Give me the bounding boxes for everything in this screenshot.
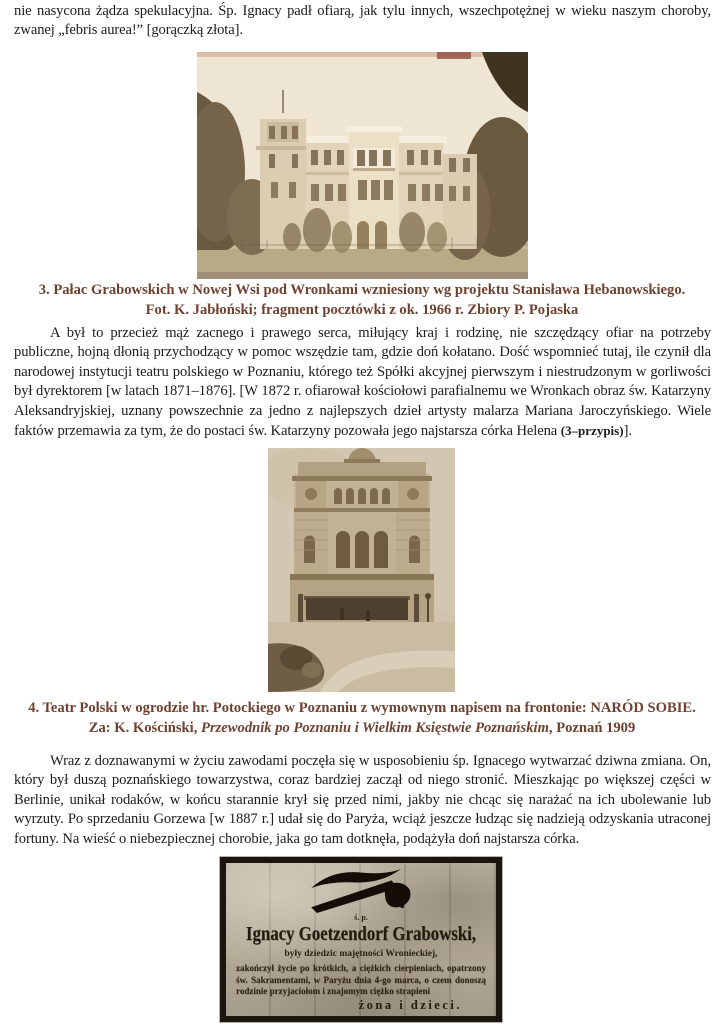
paragraph-febris-aurea: nie nasycona żądza spekulacyjna. Śp. Ignacy padł ofiarą, jak tylu innych, wszechpotężnej w wieku naszym choroby, zwanej „febris aurea!” [gorączką złota]. — [14, 3, 711, 39]
palace-photo-illustration — [197, 52, 528, 279]
figure-4-book-title: Przewodnik po Poznaniu i Wielkim Księstwie Poznańskim — [201, 719, 549, 736]
figure-4-theater-photo — [268, 448, 455, 692]
obituary-signature: żona i dzieci. — [358, 997, 462, 1012]
obituary-body-text: zakończył życie po krótkich, a ciężkich cierpieniach, opatrzony św. Sakramentami, w Paryżu dnia 4-go marca, o czem donoszą rodzinie przyjaciołom i znajomym ciężko strapieni — [236, 963, 486, 996]
cross-icon — [302, 867, 420, 913]
figure-4-source-prefix: Za: K. Kościński, — [88, 719, 202, 736]
paragraph-later-life: Wraz z doznawanymi w życiu zawodami poczęła się w usposobieniu śp. Ignacego wytwarzać dziwna zmiana. On, który był duszą poznańskiego towarzystwa, coraz bardziej zaczął od niego stronić. Mieszkając po większej części w Berlinie, unikał rodaków, w końcu starannie krył się przed nimi, jakby nie chcąc się narażać na ich ubolewanie lub wyrzuty. Po sprzedaniu Gorzewa [w 1887 r.] udał się do Paryża, wciąż jeszcze łudząc się nadzieją odzyskania utraconej fortuny. Na wieść o niebezpiecznej chorobie, jaka go tam dotknęła, podążyła doń najstarsza córka. — [14, 753, 711, 847]
obituary-subtitle: były dziedzic majętności Wronieckiej, — [284, 949, 438, 959]
figure-3-caption-line-2: Fot. K. Jabłoński; fragment pocztówki z ok. 1966 r. Zbiory P. Pojaska — [145, 301, 579, 318]
figure-4-caption-line-2 — [0, 719, 724, 739]
obituary-paper — [226, 863, 496, 1016]
obituary-name: Ignacy Goetzendorf Grabowski, — [245, 923, 477, 945]
theater-photo-illustration — [268, 448, 455, 692]
paragraph-biography-text: A był to przecież mąż zacnego i prawego serca, miłujący kraj i rodzinę, nie szczędzący ofiar na potrzeby publiczne, hojną dłonią przychodzący w pomoc wszędzie tam, gdzie doń kołatano. Dość wspomnieć tutaj, ile czynił dla narodowej instytucji teatru polskiego w Poznaniu, którego też Spółki akcyjnej pierwszym i niestrudzonym w gorliwości był dyrektorem [w latach 1871–1876]. [W 1872 r. ofiarował kościołowi parafialnemu we Wronkach obraz św. Katarzyny Aleksandryjskiej, uznany powszechnie za jedno z najlepszych dzieł artysty malarza Mariana Jaroczyńskiego. Wiele faktów przemawia za tym, że do postaci św. Katarzyny pozowała jego najstarsza córka Helena — [14, 325, 711, 440]
figure-3-caption — [0, 281, 724, 320]
figure-4-caption-line-1: 4. Teatr Polski w ogrodzie hr. Potockiego w Poznaniu z wymownym napisem na frontonie: NARÓD SOBIE. — [28, 700, 696, 716]
figure-4-source-suffix: , Poznań 1909 — [548, 719, 636, 736]
paragraph-biography-tail: ]. — [623, 423, 632, 440]
paragraph-biography — [14, 324, 711, 441]
figure-3-caption-line-1: 3. Pałac Grabowskich w Nowej Wsi pod Wronkami wzniesiony wg projektu Stanisława Hebanowskiego. — [38, 282, 686, 298]
obituary-sp-abbreviation: ś. p. — [354, 913, 368, 922]
obituary-clipping — [220, 857, 502, 1022]
figure-4-caption — [0, 699, 724, 738]
footnote-marker: (3–przypis) — [560, 423, 624, 439]
figure-3-palace-photo — [197, 52, 528, 279]
